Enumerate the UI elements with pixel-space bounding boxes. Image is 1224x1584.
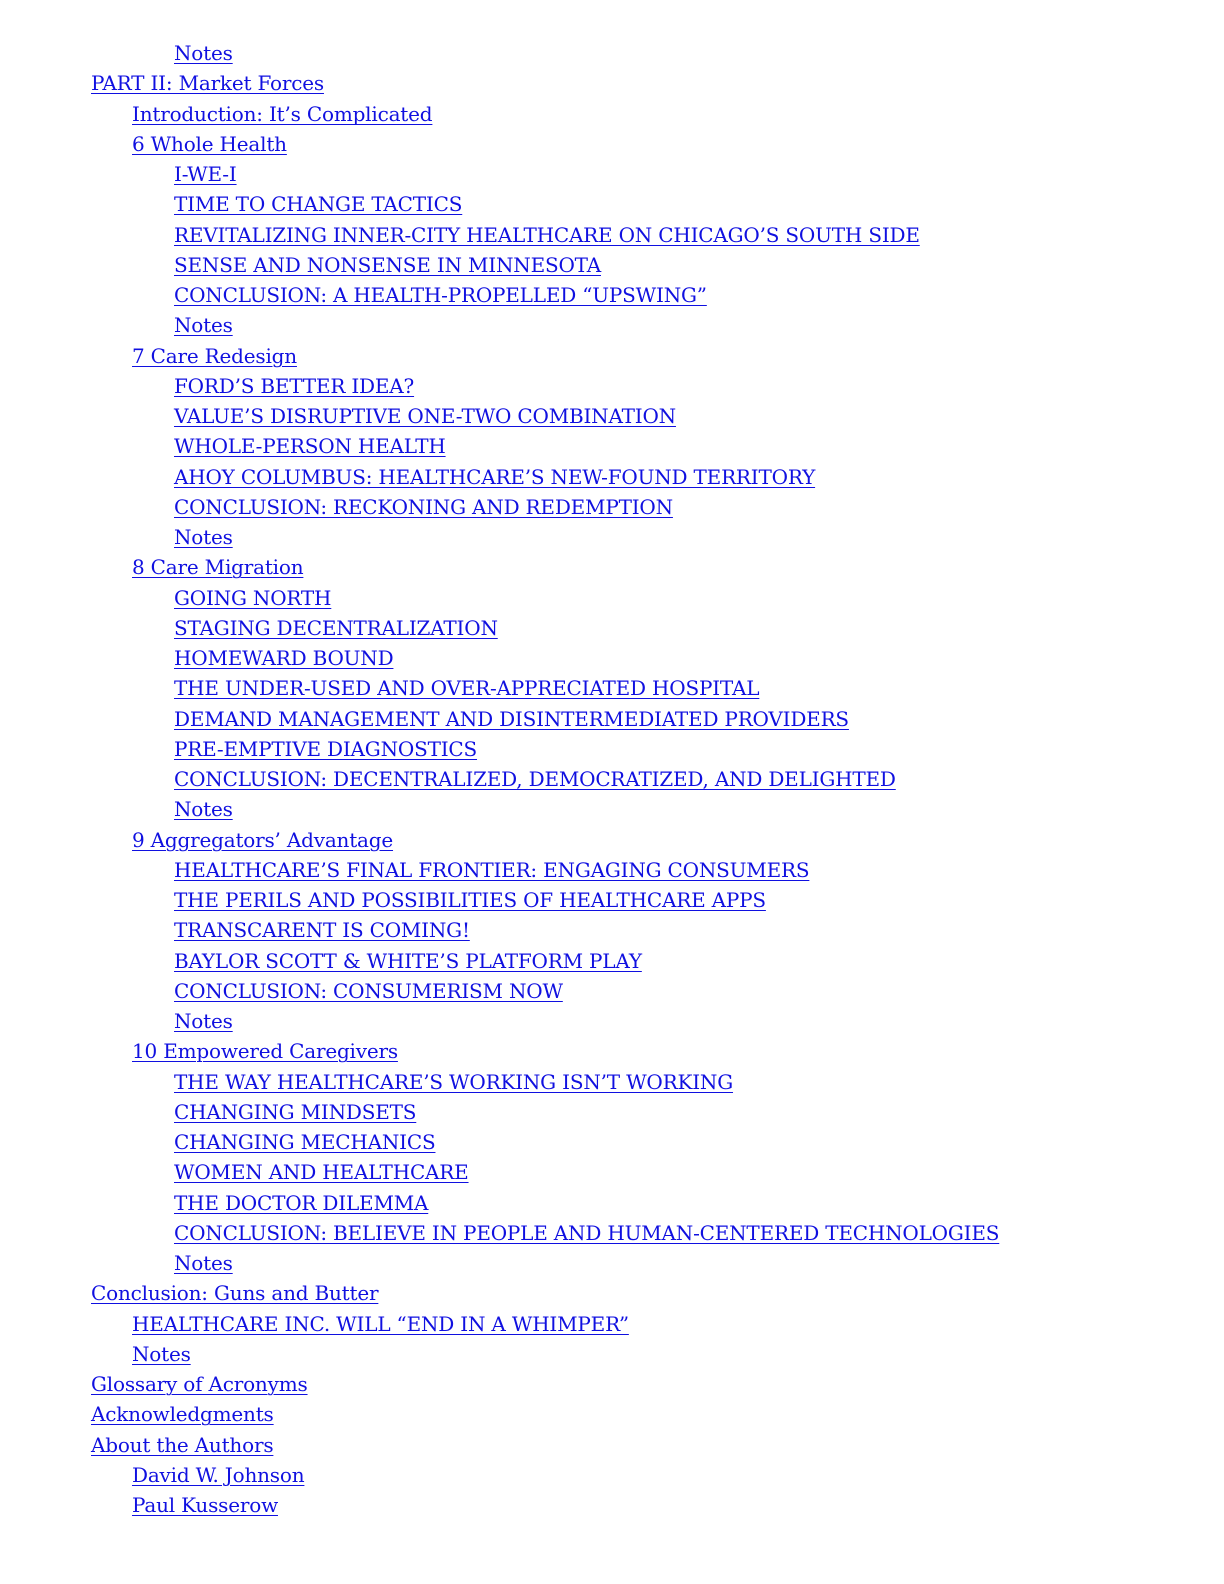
toc-link[interactable]: HEALTHCARE INC. WILL “END IN A WHIMPER”	[132, 1311, 629, 1336]
toc-link[interactable]: CHANGING MECHANICS	[174, 1130, 436, 1154]
toc-link[interactable]: About the Authors	[91, 1432, 274, 1457]
toc-link[interactable]: 7 Care Redesign	[132, 343, 297, 368]
toc-link[interactable]: CONCLUSION: DECENTRALIZED, DEMOCRATIZED, AND DELIGHTED	[174, 767, 896, 791]
toc-link[interactable]: Notes	[174, 797, 233, 822]
toc-link[interactable]: Notes	[174, 525, 233, 549]
toc-link[interactable]: TIME TO CHANGE TACTICS	[174, 192, 463, 217]
toc-link[interactable]: 9 Aggregators’ Advantage	[132, 827, 394, 852]
toc-link[interactable]: BAYLOR SCOTT & WHITE’S PLATFORM PLAY	[174, 948, 642, 973]
toc-link[interactable]: PRE-EMPTIVE DIAGNOSTICS	[174, 736, 478, 761]
toc-link[interactable]: WOMEN AND HEALTHCARE	[174, 1160, 469, 1185]
toc-link[interactable]: AHOY COLUMBUS: HEALTHCARE’S NEW-FOUND TERRITORY	[174, 464, 816, 489]
toc-link[interactable]: Notes	[174, 41, 233, 65]
toc-link[interactable]: CONCLUSION: BELIEVE IN PEOPLE AND HUMAN-CENTERED TECHNOLOGIES	[174, 1220, 1000, 1245]
toc-link[interactable]: Acknowledgments	[91, 1402, 274, 1427]
toc-link[interactable]: 8 Care Migration	[132, 555, 304, 580]
toc-link[interactable]: 6 Whole Health	[132, 131, 287, 156]
toc-link[interactable]: Conclusion: Guns and Butter	[91, 1281, 379, 1306]
toc-link[interactable]: THE DOCTOR DILEMMA	[174, 1190, 429, 1215]
toc-link[interactable]: THE PERILS AND POSSIBILITIES OF HEALTHCARE APPS	[174, 888, 766, 912]
toc-link[interactable]: CONCLUSION: RECKONING AND REDEMPTION	[174, 494, 673, 519]
toc-link[interactable]: Notes	[132, 1341, 191, 1366]
toc-link[interactable]: Introduction: It’s Complicated	[132, 101, 433, 126]
toc-link[interactable]: GOING NORTH	[174, 585, 332, 610]
toc-link[interactable]: THE UNDER-USED AND OVER-APPRECIATED HOSPITAL	[174, 676, 760, 701]
toc-link[interactable]: THE WAY HEALTHCARE’S WORKING ISN’T WORKING	[174, 1069, 734, 1094]
toc-link[interactable]: Notes	[174, 1251, 233, 1275]
toc-link[interactable]: Notes	[174, 1009, 233, 1033]
toc-link[interactable]: VALUE’S DISRUPTIVE ONE-TWO COMBINATION	[174, 404, 676, 428]
toc-link[interactable]: PART II: Market Forces	[91, 71, 324, 96]
toc-link[interactable]: 10 Empowered Caregivers	[132, 1039, 398, 1064]
toc-link[interactable]: REVITALIZING INNER-CITY HEALTHCARE ON CHICAGO’S SOUTH SIDE	[174, 222, 920, 247]
toc-link[interactable]: TRANSCARENT IS COMING!	[174, 918, 470, 943]
toc-link[interactable]: STAGING DECENTRALIZATION	[174, 615, 498, 640]
toc-link[interactable]: HEALTHCARE’S FINAL FRONTIER: ENGAGING CONSUMERS	[174, 857, 810, 882]
table-of-contents	[0, 38, 1224, 1520]
toc-link[interactable]: FORD’S BETTER IDEA?	[174, 373, 415, 398]
toc-link[interactable]: Glossary of Acronyms	[91, 1372, 308, 1396]
toc-link[interactable]: CONCLUSION: CONSUMERISM NOW	[174, 978, 563, 1003]
toc-link[interactable]: DEMAND MANAGEMENT AND DISINTERMEDIATED PROVIDERS	[174, 706, 849, 731]
toc-link[interactable]: WHOLE-PERSON HEALTH	[174, 434, 446, 459]
toc-link[interactable]: Notes	[174, 313, 233, 338]
toc-link[interactable]: HOMEWARD BOUND	[174, 646, 394, 670]
toc-link[interactable]: CHANGING MINDSETS	[174, 1099, 417, 1124]
toc-link[interactable]: David W. Johnson	[132, 1462, 305, 1487]
toc-link[interactable]: I-WE-I	[174, 162, 237, 186]
toc-link[interactable]: SENSE AND NONSENSE IN MINNESOTA	[174, 252, 601, 277]
toc-link[interactable]: Paul Kusserow	[132, 1493, 278, 1517]
toc-link[interactable]: CONCLUSION: A HEALTH-PROPELLED “UPSWING”	[174, 283, 707, 307]
